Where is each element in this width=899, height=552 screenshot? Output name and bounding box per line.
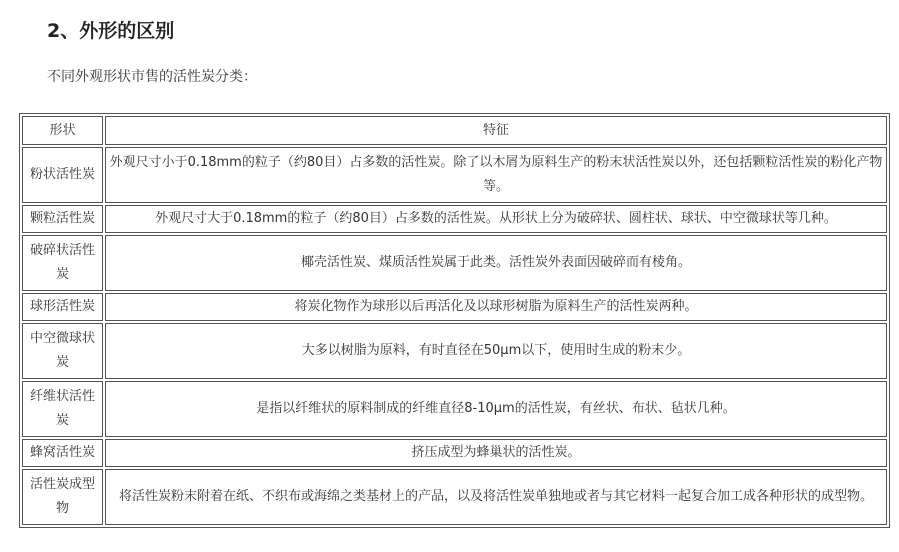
feature-cell: 外观尺寸小于0.18mm的粒子（约80目）占多数的活性炭。除了以木屑为原料生产的粉末状活性炭以外，还包括颗粒活性炭的粉化产物等。 [105,147,887,203]
shape-cell: 活性炭成型物 [22,469,103,525]
feature-cell: 大多以树脂为原料，有时直径在50μm以下，使用时生成的粉末少。 [105,323,887,379]
feature-cell: 挤压成型为蜂巢状的活性炭。 [105,439,887,467]
shape-cell: 中空微球状炭 [22,323,103,379]
shape-cell: 破碎状活性炭 [22,235,103,291]
feature-cell: 外观尺寸大于0.18mm的粒子（约80目）占多数的活性炭。从形状上分为破碎状、圆柱状、球状、中空微球状等几种。 [105,205,887,233]
shape-cell: 蜂窝活性炭 [22,439,103,467]
section-heading: 2、外形的区别 [47,20,175,42]
intro-text: 不同外观形状市售的活性炭分类： [47,69,257,85]
table-row [22,147,887,203]
feature-cell: 椰壳活性炭、煤质活性炭属于此类。活性炭外表面因破碎而有棱角。 [105,235,887,291]
header-feature: 特征 [105,116,887,145]
feature-cell: 将活性炭粉末附着在纸、不织布或海绵之类基材上的产品，以及将活性炭单独地或者与其它材料一起复合加工成各种形状的成型物。 [105,469,887,525]
table-row [22,323,887,379]
table-row [22,293,887,321]
table-row [22,381,887,437]
table-row [22,439,887,467]
feature-cell: 将炭化物作为球形以后再活化及以球形树脂为原料生产的活性炭两种。 [105,293,887,321]
activated-carbon-table [19,113,890,528]
header-shape: 形状 [22,116,103,145]
shape-cell: 纤维状活性炭 [22,381,103,437]
feature-cell: 是指以纤维状的原料制成的纤维直径8-10μm的活性炭，有丝状、布状、毡状几种。 [105,381,887,437]
table-row [22,205,887,233]
shape-cell: 粉状活性炭 [22,147,103,203]
table-header-row [22,116,887,145]
shape-cell: 颗粒活性炭 [22,205,103,233]
table-row [22,235,887,291]
shape-cell: 球形活性炭 [22,293,103,321]
table-row [22,469,887,525]
